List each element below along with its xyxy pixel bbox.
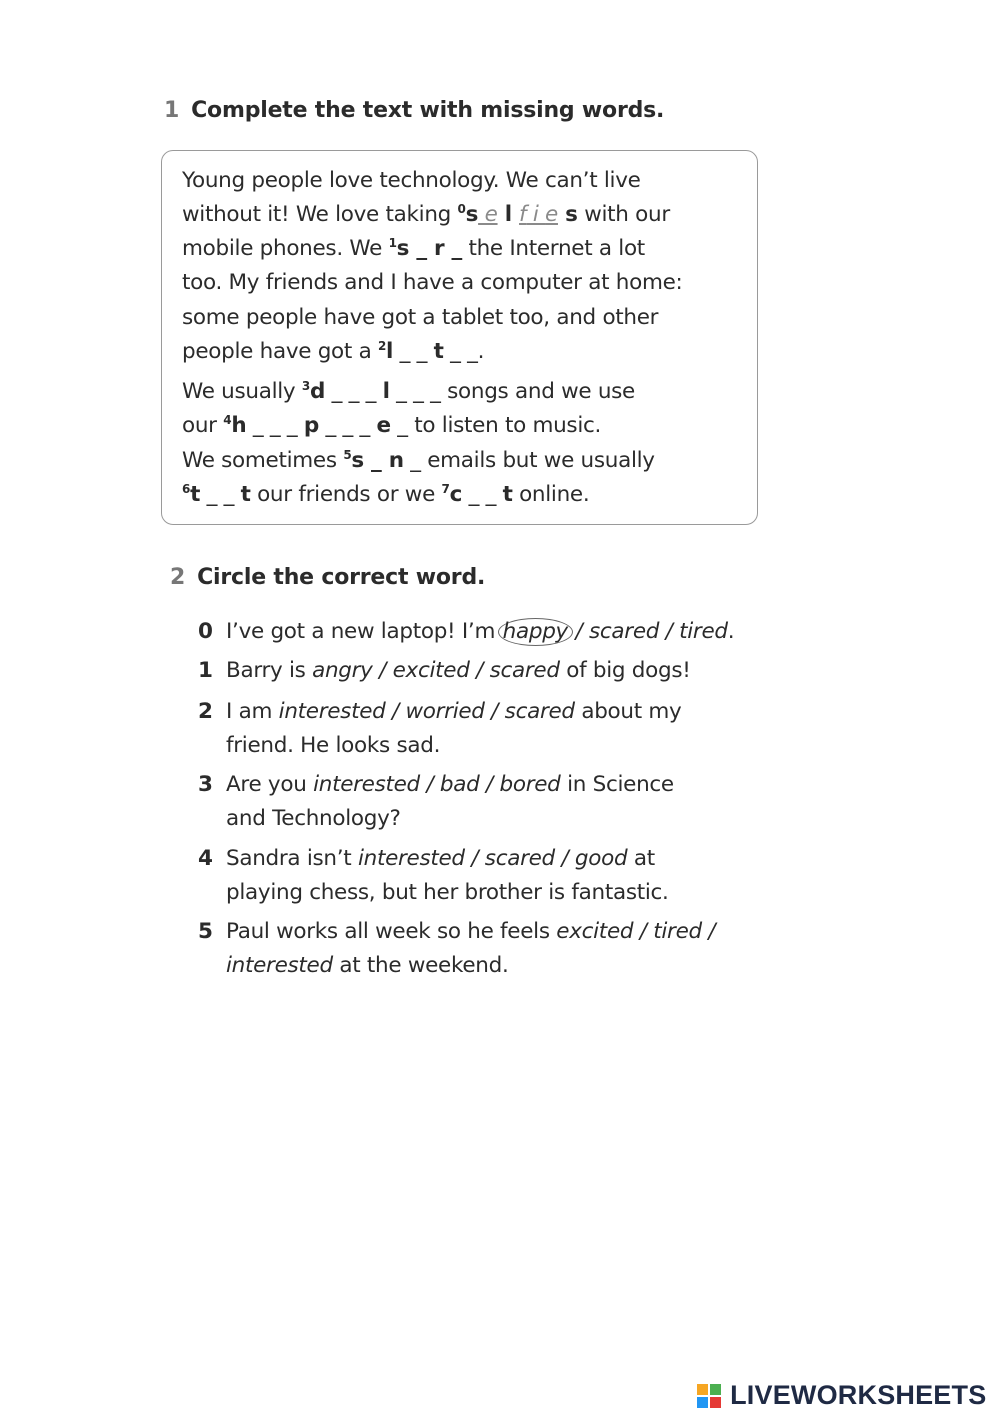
text-line-9: We sometimes $^5$s _ n _ emails but we usually (182, 448, 655, 473)
word-options[interactable]: interested / scared / good (357, 846, 628, 871)
word-options[interactable]: interested / bad / bored (313, 772, 561, 797)
text-line-8: our $^4$h _ _ _ p _ _ _ e _ to listen to music. (182, 413, 602, 438)
sentence-3-continued: and Technology? (226, 806, 401, 831)
text-line-5: some people have got a tablet too, and other (182, 305, 659, 330)
text-line-7: We usually $^3$d _ _ _ l _ _ _ songs and we use (182, 379, 635, 404)
liveworksheets-logo (697, 1380, 986, 1408)
sentence-2: 2 I am interested / worried / scared about my (198, 699, 682, 724)
text-line-1: Young people love technology. We can’t live (182, 168, 641, 193)
word-options[interactable]: excited / tired / (556, 919, 716, 944)
text-line-6: people have got a $^2$l _ _ t _ _. (182, 339, 485, 364)
word-options[interactable]: angry / excited / scared (312, 658, 560, 683)
sentence-4-continued: playing chess, but her brother is fantastic. (226, 880, 669, 905)
logo-text: LIVEWORKSHEETS (730, 1380, 987, 1410)
sentence-0: 0 I’ve got a new laptop! I’m happy / scared / tired. (198, 619, 735, 644)
sentence-4: 4 Sandra isn’t interested / scared / good at (198, 846, 655, 871)
sentence-2-continued: friend. He looks sad. (226, 733, 441, 758)
text-line-10: $^6$t _ _ t our friends or we $^7$c _ _ t online. (182, 482, 590, 507)
text-line-4: too. My friends and I have a computer at home: (182, 270, 683, 295)
liveworksheets-logo-icon (697, 1384, 721, 1408)
sentence-5-continued: interested at the weekend. (226, 953, 509, 978)
exercise-2-title: 2 Circle the correct word. (170, 565, 486, 590)
exercise-1-title: 1 Complete the text with missing words. (164, 98, 665, 123)
sentence-1: 1 Barry is angry / excited / scared of big dogs! (198, 658, 691, 683)
text-line-3: mobile phones. We $^1$s _ r _ the Internet a lot (182, 236, 645, 261)
text-line-2: without it! We love taking $^0$s e l f i e s with our (182, 202, 670, 227)
sentence-5: 5 Paul works all week so he feels excited / tired / (198, 919, 716, 944)
sentence-3: 3 Are you interested / bad / bored in Science (198, 772, 674, 797)
word-options[interactable]: interested / worried / scared (278, 699, 575, 724)
circled-answer[interactable]: happy (498, 618, 573, 646)
word-options[interactable]: interested (226, 953, 333, 978)
